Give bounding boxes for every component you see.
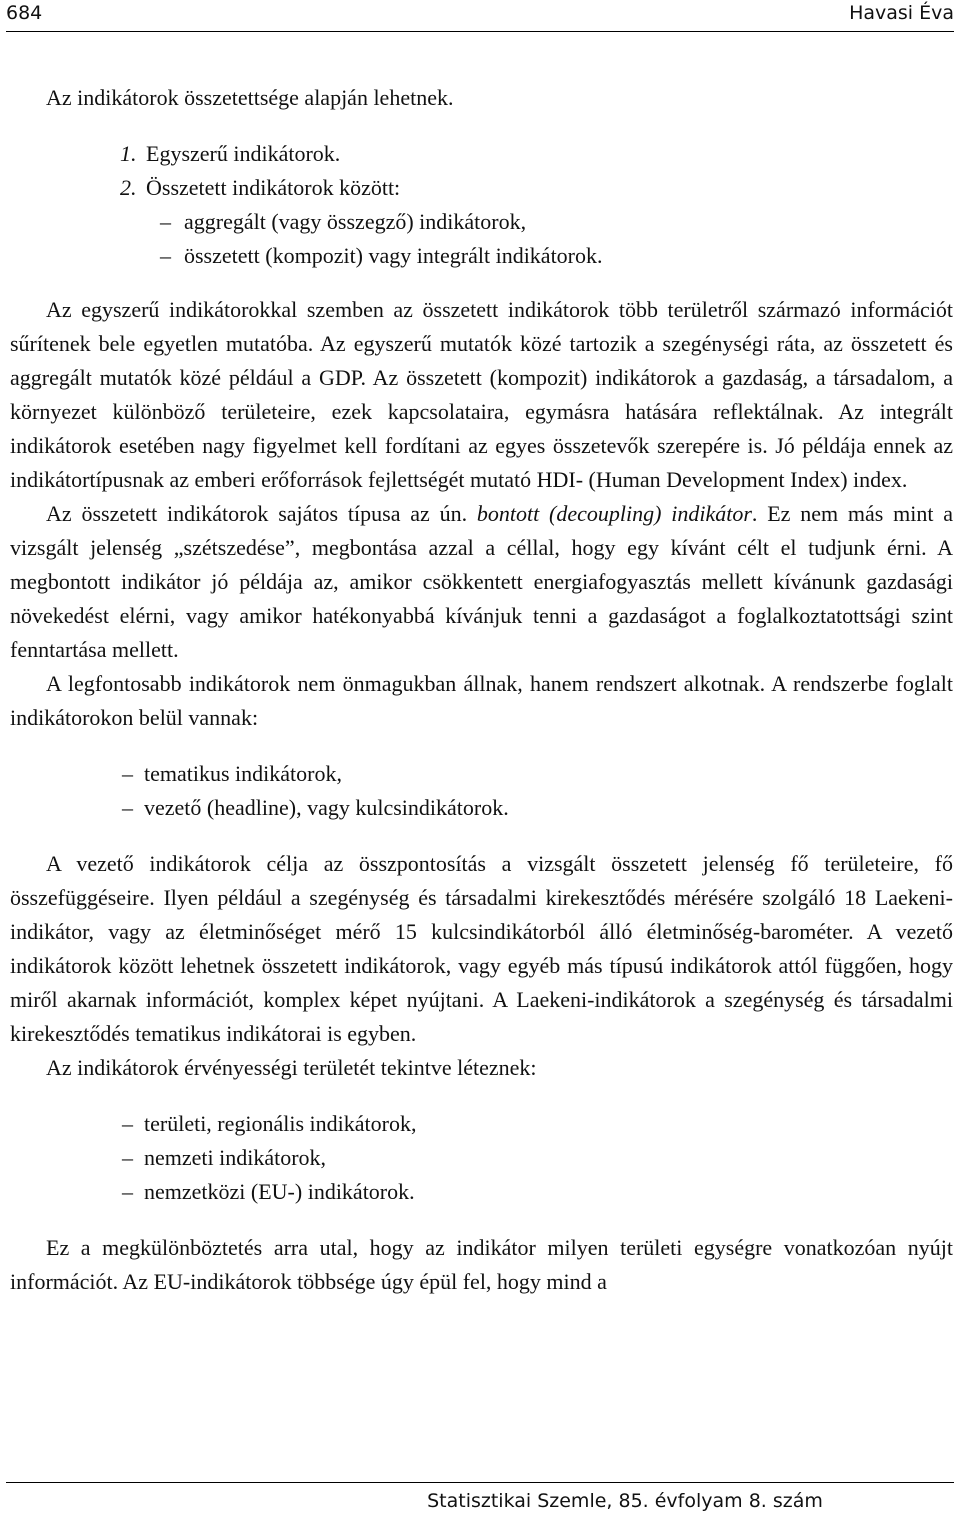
- list-text: vezető (headline), vagy kulcsindikátorok.: [144, 795, 509, 820]
- list-item: [10, 171, 953, 205]
- paragraph: A legfontosabb indikátorok nem önmagukban állnak, hanem rendszert alkotnak. A rendszerbe foglalt indikátorokon belül vannak:: [10, 671, 953, 730]
- list-text: területi, regionális indikátorok,: [144, 1111, 417, 1136]
- paragraph: [10, 497, 953, 667]
- list-text: nemzetközi (EU-) indikátorok.: [144, 1179, 415, 1204]
- page-number: 684: [6, 2, 43, 24]
- running-header: [0, 0, 960, 32]
- scope-list: [10, 1107, 953, 1209]
- spacer: [10, 825, 953, 847]
- list-item: [10, 791, 953, 825]
- list-item: [10, 757, 953, 791]
- text-run: Az összetett indikátorok sajátos típusa az ún.: [46, 501, 477, 526]
- sub-list: [10, 205, 953, 273]
- list-item: [10, 1141, 953, 1175]
- list-text: összetett (kompozit) vagy integrált indikátorok.: [184, 243, 603, 268]
- spacer: [10, 273, 953, 293]
- list-item: [10, 1107, 953, 1141]
- numbered-list: [10, 137, 953, 205]
- spacer: [10, 735, 953, 757]
- list-text: Összetett indikátorok között:: [146, 175, 401, 200]
- italic-term: bontott (decoupling) indikátor: [476, 501, 752, 526]
- list-item: [10, 205, 953, 239]
- journal-citation: Statisztikai Szemle, 85. évfolyam 8. szám: [427, 1490, 823, 1512]
- list-text: Egyszerű indikátorok.: [146, 141, 341, 166]
- list-item: [10, 137, 953, 171]
- list-text: nemzeti indikátorok,: [144, 1145, 327, 1170]
- list-text: aggregált (vagy összegző) indikátorok,: [184, 209, 527, 234]
- system-list: [10, 757, 953, 825]
- list-item: [10, 1175, 953, 1209]
- paragraph: A vezető indikátorok célja az összpontosítás a vizsgált összetett jelenség fő területeire, fő összefüggéseire. Ilyen például a szegénység és társadalmi kirekesztődés mérésére szolgáló 18 Laekeni-indikátor, vagy az életminőséget mérő 15 kulcsindikátorból álló életminőség-barométer. A vezető indikátorok között lehetnek összetett indikátorok, vagy egyéb más típusú indikátorok attól függően, hogy miről akarnak információt, komplex képet nyújtani. A Laekeni-indikátorok a szegénység és társadalmi kirekesztődés tematikus indikátorai is egyben.: [10, 851, 953, 1046]
- spacer: [10, 1085, 953, 1107]
- intro-paragraph: Az indikátorok összetettsége alapján lehetnek.: [46, 85, 454, 110]
- body-text: [10, 81, 953, 1299]
- list-number: 2.: [120, 175, 137, 200]
- footer-rule: [6, 1482, 954, 1483]
- spacer: [10, 115, 953, 137]
- list-number: 1.: [120, 141, 137, 166]
- paragraph: Az egyszerű indikátorokkal szemben az összetett indikátorok több területről származó információt sűrítenek bele egyetlen mutatóba. Az egyszerű mutatók közé tartozik a szegénységi ráta, az összetett és aggregált mutatók közé például a GDP. Az összetett (kompozit) indikátorok a gazdaság, a társadalom, a környezet különböző területeire, ezek kapcsolataira, egymásra hatására reflektálnak. Az integrált indikátorok esetében nagy figyelmet kell fordítani az egyes összetevők szerepére is. Jó példája ennek az indikátortípusnak az emberi erőforrások fejlettségét mutató HDI- (Human Development Index) index.: [10, 297, 953, 492]
- running-footer: [0, 1490, 960, 1512]
- author-name: Havasi Éva: [849, 2, 954, 24]
- list-item: [10, 239, 953, 273]
- header-rule: [6, 31, 954, 32]
- list-text: tematikus indikátorok,: [144, 761, 342, 786]
- paragraph: Az indikátorok érvényességi területét tekintve léteznek:: [46, 1055, 537, 1080]
- text-run: . Ez nem más mint a vizsgált jelenség „szétszedése”, megbontása azzal a céllal, hogy egy kívánt célt el tudjunk érni. A megbontott indikátor jó példája az, amikor csökkentett energiafogyasztás mellett kívánunk gazdasági növekedést elérni, vagy amikor hatékonyabbá kívánjuk tenni a gazdaságot a foglalkoztatottsági szint fenntartása mellett.: [10, 501, 954, 662]
- paragraph: Ez a megkülönböztetés arra utal, hogy az indikátor milyen területi egységre vonatkozóan nyújt információt. Az EU-indikátorok többsége úgy épül fel, hogy mind a: [10, 1235, 953, 1294]
- spacer: [10, 1209, 953, 1231]
